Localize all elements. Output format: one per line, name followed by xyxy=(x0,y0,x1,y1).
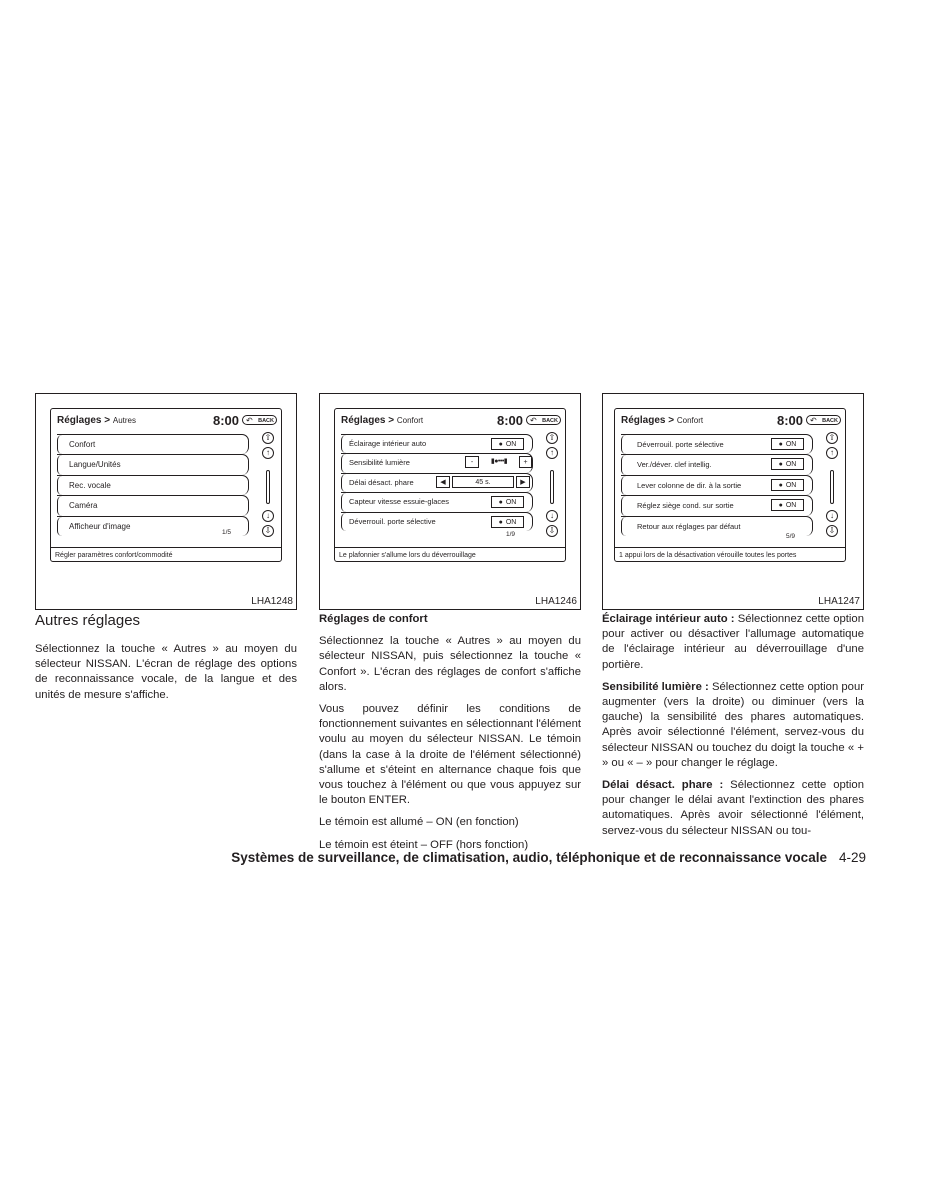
figure-code: LHA1248 xyxy=(251,596,293,607)
menu-item-langue[interactable]: Langue/Unités xyxy=(57,454,249,474)
scroll-bottom-icon[interactable]: ⇩ xyxy=(546,525,558,537)
definition-delai xyxy=(602,778,864,839)
toggle-on[interactable]: ● ON xyxy=(491,496,524,508)
menu-item-confort[interactable]: Confort xyxy=(57,434,249,454)
back-button[interactable]: ↶ BACK xyxy=(242,415,277,425)
toggle-on[interactable]: ● ON xyxy=(771,438,804,450)
page-indicator: 1/9 xyxy=(505,531,515,538)
scroll-bottom-icon[interactable]: ⇩ xyxy=(262,525,274,537)
section-heading: Autres réglages xyxy=(35,612,141,629)
status-text: Le plafonnier s'allume lors du déverrouillage xyxy=(339,552,476,559)
page-number: 4-29 xyxy=(838,850,866,865)
clock: 8:00 xyxy=(212,413,239,428)
page-footer xyxy=(0,850,866,865)
menu-item-rec-vocale[interactable]: Rec. vocale xyxy=(57,475,249,495)
figure-autres xyxy=(35,393,297,610)
toggle-on[interactable]: ● ON xyxy=(491,516,524,528)
paragraph: Sélectionnez la touche « Autres » au moyen du sélecteur NISSAN. L'écran de réglage des options de reconnaissance vocale, de la langue et des unités de mesure s'affiche. xyxy=(35,643,297,701)
scroll-down-icon[interactable]: ↓ xyxy=(546,510,558,522)
status-text: 1 appui lors de la désactivation vérouille toutes les portes xyxy=(619,552,797,559)
menu-list xyxy=(621,434,813,536)
page-indicator: 1/5 xyxy=(221,529,231,536)
scroll-down-icon[interactable]: ↓ xyxy=(262,510,274,522)
toggle-on[interactable]: ● ON xyxy=(491,438,524,450)
term: Sensibilité lumière : xyxy=(602,680,709,693)
scroll-up-icon[interactable]: ↑ xyxy=(262,447,274,459)
plus-button[interactable]: + xyxy=(519,456,532,468)
term: Délai désact. phare : xyxy=(602,779,724,792)
toggle-on[interactable]: ● ON xyxy=(771,479,804,491)
menu-item-capteur[interactable]: Capteur vitesse essuie-glaces ● ON xyxy=(341,492,533,511)
figure-confort-5 xyxy=(602,393,864,610)
definition: Sélectionnez cette option pour changer le délai avant l'extinction des phares automatiques. Après avoir sélectionné l'élément, servez-vous du sélecteur NISSAN ou tou- xyxy=(602,779,864,837)
menu-item-siege[interactable]: Réglez siège cond. sur sortie ● ON xyxy=(621,495,813,515)
term: Éclairage intérieur auto : xyxy=(602,613,735,625)
menu-item-delai[interactable]: Délai désact. phare ◀ 45 s. ▶ xyxy=(341,473,533,492)
column-3 xyxy=(602,612,864,846)
decrease-button[interactable]: ◀ xyxy=(436,476,450,488)
scrollbar[interactable] xyxy=(546,432,560,540)
scrollbar[interactable] xyxy=(826,432,840,540)
scroll-up-icon[interactable]: ↑ xyxy=(826,447,838,459)
increase-button[interactable]: ▶ xyxy=(516,476,530,488)
definition-sensibilite xyxy=(602,680,864,771)
scrollbar[interactable] xyxy=(262,432,276,540)
menu-item-colonne[interactable]: Lever colonne de dir. à la sortie ● ON xyxy=(621,475,813,495)
minus-button[interactable]: - xyxy=(465,456,479,468)
menu-item-afficheur[interactable]: Afficheur d'image xyxy=(57,516,249,536)
clock: 8:00 xyxy=(496,413,523,428)
scroll-rail[interactable] xyxy=(830,470,834,504)
toggle-on[interactable]: ● ON xyxy=(771,458,804,470)
breadcrumb: Réglages > Confort xyxy=(621,415,704,426)
back-button[interactable]: ↶ BACK xyxy=(806,415,841,425)
screen-header xyxy=(57,414,277,430)
screen xyxy=(334,408,566,562)
section-heading: Réglages de confort xyxy=(319,613,428,625)
delay-value: 45 s. xyxy=(452,476,514,488)
toggle-on[interactable]: ● ON xyxy=(771,499,804,511)
menu-list xyxy=(341,434,533,531)
breadcrumb: Réglages > Confort xyxy=(341,415,424,426)
paragraph: Sélectionnez la touche « Autres » au moyen du sélecteur NISSAN, puis sélectionnez la touche « Confort ». L'écran des réglages de confort s'affiche alors. xyxy=(319,635,581,693)
scroll-rail[interactable] xyxy=(550,470,554,504)
breadcrumb: Réglages > Autres xyxy=(57,415,136,426)
status-text: Régler paramètres confort/commodité xyxy=(55,552,173,559)
definition-eclairage xyxy=(602,612,864,673)
scroll-top-icon[interactable]: ⇧ xyxy=(546,432,558,444)
scroll-top-icon[interactable]: ⇧ xyxy=(826,432,838,444)
menu-list xyxy=(57,434,249,536)
clock: 8:00 xyxy=(776,413,803,428)
column-2 xyxy=(319,612,581,860)
screen xyxy=(50,408,282,562)
scroll-bottom-icon[interactable]: ⇩ xyxy=(826,525,838,537)
paragraph: Le témoin est allumé – ON (en fonction) xyxy=(319,816,519,829)
menu-item-deverrouil[interactable]: Déverrouil. porte sélective ● ON xyxy=(341,512,533,531)
figure-code: LHA1247 xyxy=(818,596,860,607)
screen-header xyxy=(341,414,561,430)
paragraph: Le témoin est éteint – OFF (hors fonction) xyxy=(319,838,529,851)
menu-item-camera[interactable]: Caméra xyxy=(57,495,249,515)
menu-item-deverrouil[interactable]: Déverrouil. porte sélective ● ON xyxy=(621,434,813,454)
sensitivity-level: ▮●•••▮ xyxy=(490,458,508,466)
menu-item-eclairage[interactable]: Éclairage intérieur auto ● ON xyxy=(341,434,533,453)
menu-item-retour[interactable]: Retour aux réglages par défaut xyxy=(621,516,813,536)
definition: Sélectionnez cette option pour activer ou désactiver l'allumage automatique de l'éclairage intérieur au déverrouillage d'une portière. xyxy=(602,613,864,671)
paragraph: Vous pouvez définir les conditions de fonctionnement suivantes en sélectionnant l'élément voulu au moyen du sélecteur NISSAN. Le témoin (dans la case à la droite de l'élément sélectionné) s'allume et s'éteint en alternance chaque fois que vous touchez à l'élément ou que vous appuyez sur le bouton ENTER. xyxy=(319,703,581,807)
chapter-title: Systèmes de surveillance, de climatisation, audio, téléphonique et de reconnaissance vocale xyxy=(231,850,827,865)
scroll-rail[interactable] xyxy=(266,470,270,504)
scroll-down-icon[interactable]: ↓ xyxy=(826,510,838,522)
scroll-up-icon[interactable]: ↑ xyxy=(546,447,558,459)
figure-code: LHA1246 xyxy=(535,596,577,607)
menu-item-sensibilite[interactable]: Sensibilité lumière - ▮●•••▮ + xyxy=(341,453,533,472)
back-button[interactable]: ↶ BACK xyxy=(526,415,561,425)
column-1 xyxy=(35,612,297,710)
definition: Sélectionnez cette option pour augmenter (vers la droite) ou diminuer (vers la gauche) la sensibilité des phares automatiques. Après avoir sélectionné l'élément, servez-vous du sélecteur NISSAN ou touchez du doigt la touche « + » ou « – » pour changer le réglage. xyxy=(602,680,864,769)
scroll-top-icon[interactable]: ⇧ xyxy=(262,432,274,444)
page-indicator: 5/9 xyxy=(785,533,795,540)
figure-confort-1 xyxy=(319,393,581,610)
screen-header xyxy=(621,414,841,430)
menu-item-clef[interactable]: Ver./déver. clef intellig. ● ON xyxy=(621,454,813,474)
screen xyxy=(614,408,846,562)
